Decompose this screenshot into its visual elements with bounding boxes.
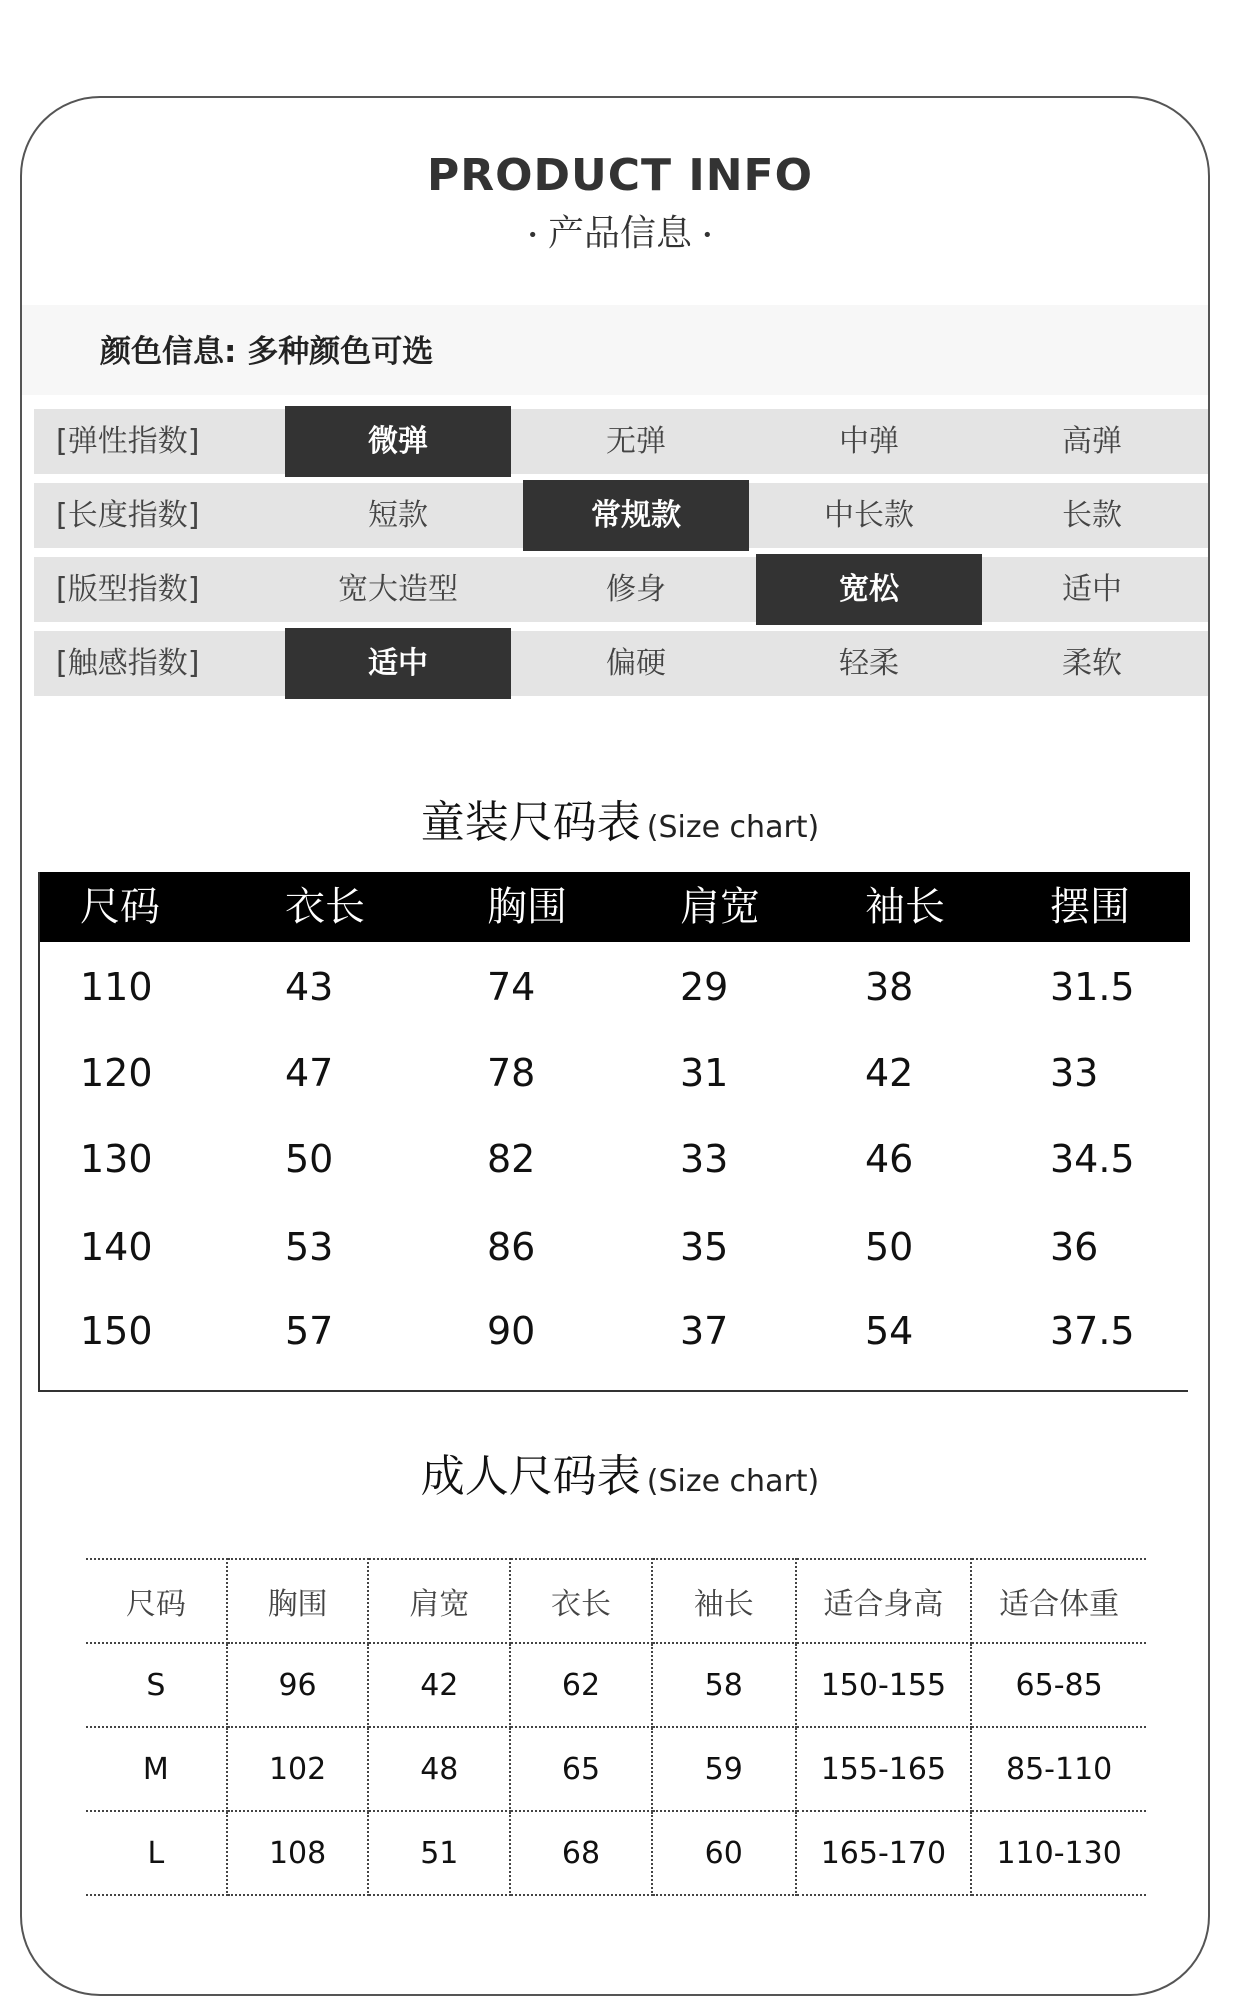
kids-chart-title-text: 童装尺码表 (420, 797, 641, 848)
table-cell: 36 (1050, 1225, 1099, 1269)
index-option: 适中 (1062, 572, 1122, 607)
color-info: 颜色信息: 多种颜色可选 (100, 334, 434, 370)
adult-chart-title-text: 成人尺码表 (420, 1451, 641, 1502)
table-row (40, 1288, 1190, 1374)
index-option: 无弹 (606, 424, 666, 459)
table-cell: 53 (285, 1225, 334, 1269)
index-option: 中弹 (839, 424, 899, 459)
table-cell: 33 (1050, 1051, 1099, 1095)
adult-chart-subtitle: (Size chart) (646, 1464, 820, 1499)
table-cell: 150 (80, 1309, 153, 1353)
table-cell: 68 (510, 1811, 652, 1895)
index-option: 高弹 (1062, 424, 1122, 459)
table-cell: 37 (680, 1309, 729, 1353)
kids-size-table (38, 872, 1188, 1392)
table-cell: 130 (80, 1137, 153, 1181)
index-label: [版型指数] (56, 572, 200, 607)
page-title: PRODUCT INFO (426, 150, 814, 201)
table-cell: 48 (368, 1727, 510, 1811)
index-option-selected: 微弹 (285, 406, 511, 477)
column-header: 摆围 (1050, 884, 1130, 930)
page-subtitle (0, 205, 1240, 256)
column-header: 尺码 (80, 884, 160, 930)
table-row (86, 1811, 1146, 1895)
table-cell: 47 (285, 1051, 334, 1095)
table-cell: 155-165 (796, 1727, 972, 1811)
table-cell: 57 (285, 1309, 334, 1353)
table-cell: 60 (652, 1811, 796, 1895)
index-row-fit (34, 554, 1208, 628)
index-row-touch (34, 628, 1208, 702)
adult-size-table (86, 1558, 1146, 1896)
table-cell: 65-85 (971, 1643, 1146, 1727)
table-cell: 43 (285, 965, 334, 1009)
table-cell: 120 (80, 1051, 153, 1095)
kids-table-header (40, 872, 1190, 942)
table-cell: 37.5 (1050, 1309, 1135, 1353)
column-header: 袖长 (652, 1559, 796, 1643)
table-cell: 85-110 (971, 1727, 1146, 1811)
table-cell: 74 (487, 965, 536, 1009)
table-cell: 86 (487, 1225, 536, 1269)
table-cell: 50 (865, 1225, 914, 1269)
table-cell: S (86, 1643, 227, 1727)
table-row (86, 1643, 1146, 1727)
table-row (40, 1030, 1190, 1116)
table-cell: 35 (680, 1225, 729, 1269)
table-cell: 96 (227, 1643, 369, 1727)
table-cell: 31 (680, 1051, 729, 1095)
table-cell: 140 (80, 1225, 153, 1269)
table-cell: 33 (680, 1137, 729, 1181)
table-cell: 58 (652, 1643, 796, 1727)
table-cell: 34.5 (1050, 1137, 1135, 1181)
table-cell: 165-170 (796, 1811, 972, 1895)
table-cell: 29 (680, 965, 729, 1009)
index-option-selected: 宽松 (756, 554, 982, 625)
table-cell: 54 (865, 1309, 914, 1353)
index-option: 长款 (1062, 498, 1122, 533)
index-option: 轻柔 (839, 646, 899, 681)
bullet-left-icon: • (527, 224, 538, 246)
table-cell: 42 (368, 1643, 510, 1727)
table-cell: 51 (368, 1811, 510, 1895)
table-cell: 46 (865, 1137, 914, 1181)
adult-chart-title (0, 1440, 1240, 1504)
column-header: 肩宽 (680, 884, 760, 930)
index-option: 柔软 (1062, 646, 1122, 681)
table-cell: M (86, 1727, 227, 1811)
table-row (40, 944, 1190, 1030)
table-cell: 78 (487, 1051, 536, 1095)
table-row (40, 1204, 1190, 1290)
column-header: 胸围 (227, 1559, 369, 1643)
table-row (86, 1727, 1146, 1811)
index-option: 短款 (368, 498, 428, 533)
column-header: 尺码 (86, 1559, 227, 1643)
table-cell: 150-155 (796, 1643, 972, 1727)
index-option: 修身 (606, 572, 666, 607)
table-cell: 110-130 (971, 1811, 1146, 1895)
table-header-row (86, 1559, 1146, 1643)
index-option: 宽大造型 (338, 572, 458, 607)
table-row (40, 1116, 1190, 1202)
table-cell: 110 (80, 965, 153, 1009)
column-header: 衣长 (285, 884, 365, 930)
page-subtitle-text: 产品信息 (547, 213, 692, 254)
index-option: 偏硬 (606, 646, 666, 681)
table-cell: L (86, 1811, 227, 1895)
index-option-selected: 适中 (285, 628, 511, 699)
table-cell: 102 (227, 1727, 369, 1811)
index-row-length (34, 480, 1208, 554)
index-row-elasticity (34, 406, 1208, 480)
table-cell: 59 (652, 1727, 796, 1811)
table-cell: 90 (487, 1309, 536, 1353)
table-cell: 42 (865, 1051, 914, 1095)
index-option: 中长款 (824, 498, 914, 533)
bullet-right-icon: • (702, 224, 713, 246)
kids-chart-subtitle: (Size chart) (646, 810, 820, 845)
column-header: 适合体重 (971, 1559, 1146, 1643)
table-cell: 65 (510, 1727, 652, 1811)
table-cell: 82 (487, 1137, 536, 1181)
index-table (34, 406, 1208, 702)
index-label: [触感指数] (56, 646, 200, 681)
column-header: 袖长 (865, 884, 945, 930)
table-cell: 50 (285, 1137, 334, 1181)
kids-chart-title (0, 786, 1240, 850)
table-cell: 38 (865, 965, 914, 1009)
column-header: 衣长 (510, 1559, 652, 1643)
index-label: [弹性指数] (56, 424, 200, 459)
index-option-selected: 常规款 (523, 480, 749, 551)
table-cell: 31.5 (1050, 965, 1135, 1009)
table-cell: 62 (510, 1643, 652, 1727)
table-cell: 108 (227, 1811, 369, 1895)
column-header: 肩宽 (368, 1559, 510, 1643)
column-header: 胸围 (487, 884, 567, 930)
index-label: [长度指数] (56, 498, 200, 533)
column-header: 适合身高 (796, 1559, 972, 1643)
